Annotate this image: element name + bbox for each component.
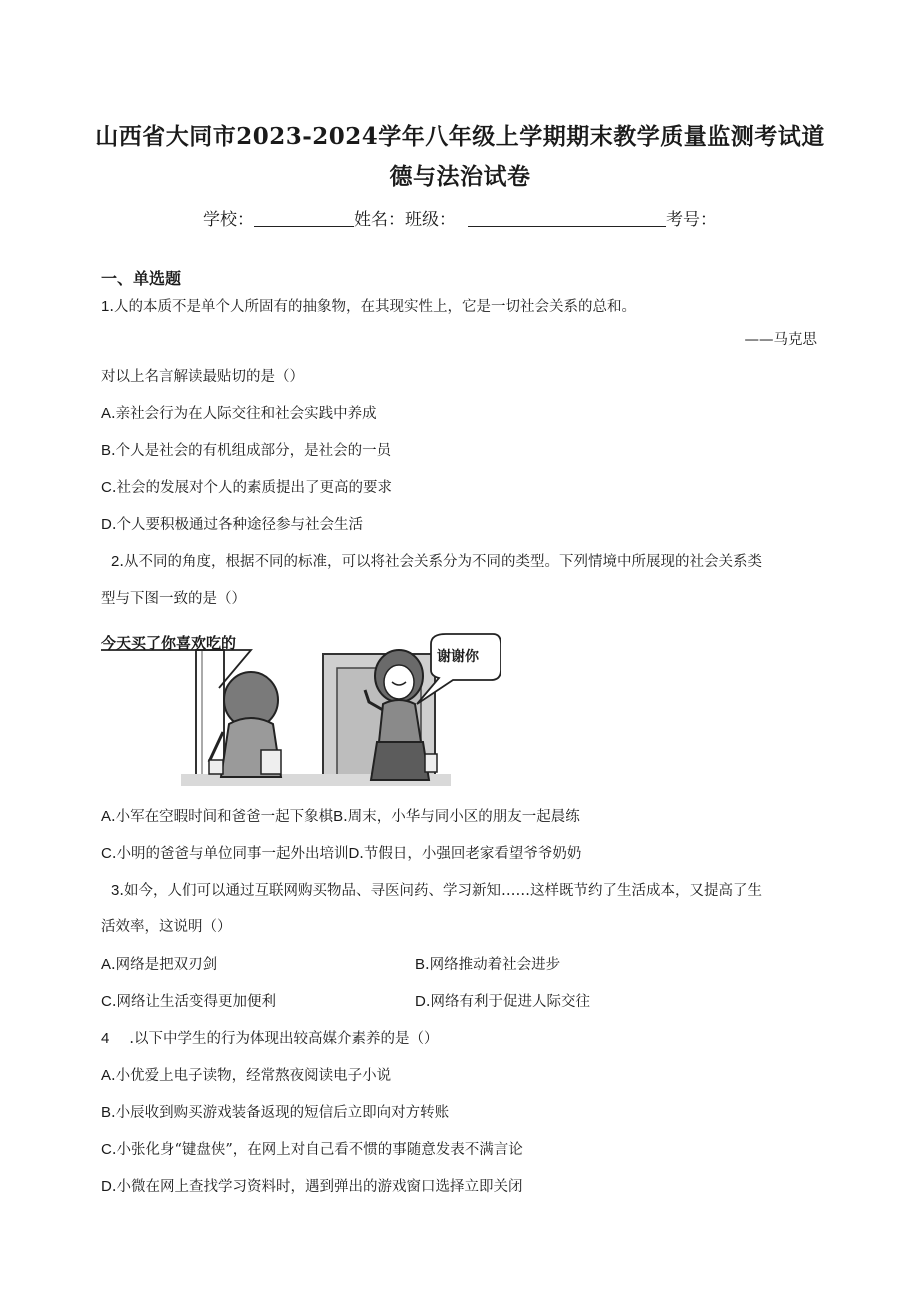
exam-title-line2: 德与法治试卷 bbox=[389, 163, 531, 190]
class-label: 班级： bbox=[405, 210, 456, 230]
option-d[interactable]: D.节假日，小强回老家看望爷爷奶奶 bbox=[348, 845, 582, 862]
option-a[interactable]: A.亲社会行为在人际交往和社会实践中养成 bbox=[101, 405, 377, 422]
speech-bubble-right-text: 谢谢你 bbox=[437, 649, 479, 665]
question-3-stem-line2: 活效率，这说明（） bbox=[101, 919, 232, 935]
question-2-stem-line2: 型与下图一致的是（） bbox=[101, 591, 246, 607]
name-label: 姓名： bbox=[354, 210, 405, 230]
exam-title-line1: 山西省大同市2023-2024学年八年级上学期期末教学质量监测考试道 bbox=[95, 123, 825, 150]
option-a[interactable]: A.小军在空暇时间和爸爸一起下象棋 bbox=[101, 808, 334, 825]
question-2-options-row2 bbox=[101, 842, 581, 863]
question-number: 1 bbox=[101, 298, 110, 315]
question-number: 3 bbox=[111, 882, 120, 899]
school-label: 学校： bbox=[203, 210, 254, 230]
quote-attribution: ——马克思 bbox=[744, 332, 817, 348]
option-b[interactable]: B.小辰收到购买游戏装备返现的短信后立即向对方转账 bbox=[101, 1104, 450, 1121]
question-number: 2 bbox=[111, 553, 120, 570]
option-b[interactable]: B.周末，小华与同小区的朋友一起晨练 bbox=[333, 808, 580, 825]
option-c[interactable]: C.小张化身“键盘侠”，在网上对自己看不惯的事随意发表不满言论 bbox=[101, 1141, 523, 1158]
option-b[interactable]: B.个人是社会的有机组成部分，是社会的一员 bbox=[101, 442, 392, 459]
option-c[interactable]: C.小明的爸爸与单位同事一起外出培训 bbox=[101, 845, 349, 862]
number-label: 考号： bbox=[666, 210, 717, 230]
option-a[interactable]: A.网络是把双刃剑 bbox=[101, 956, 218, 973]
option-d[interactable]: D.网络有利于促进人际交往 bbox=[415, 993, 590, 1010]
question-1-stem: 1.人的本质不是单个人所固有的抽象物，在其现实性上，它是一切社会关系的总和。 bbox=[101, 298, 636, 315]
option-c[interactable]: C.社会的发展对个人的素质提出了更高的要求 bbox=[101, 479, 392, 496]
question-2-options-row1 bbox=[101, 805, 580, 826]
option-a[interactable]: A.小优爱上电子读物，经常熬夜阅读电子小说 bbox=[101, 1067, 392, 1084]
class-blank[interactable] bbox=[468, 208, 666, 227]
student-info-line bbox=[0, 205, 920, 230]
question-2-stem-line1: 2.从不同的角度，根据不同的标准，可以将社会关系分为不同的类型。下列情境中所展现的社会关系类 bbox=[111, 553, 762, 570]
question-1-prompt: 对以上名言解读最贴切的是（） bbox=[101, 369, 304, 385]
option-b[interactable]: B.网络推动着社会进步 bbox=[415, 956, 561, 973]
question-3-stem-line1: 3.如今，人们可以通过互联网购买物品、寻医问药、学习新知……这样既节约了生活成本，又提高了生 bbox=[111, 882, 762, 899]
question-number: 4 bbox=[101, 1030, 110, 1047]
question-4-stem: 4 .以下中学生的行为体现出较高媒介素养的是（） bbox=[101, 1030, 439, 1047]
speech-bubble-left-text: 今天买了你喜欢吃的 bbox=[101, 634, 237, 652]
option-d[interactable]: D.个人要积极通过各种途径参与社会生活 bbox=[101, 516, 363, 533]
option-d[interactable]: D.小微在网上查找学习资料时，遇到弹出的游戏窗口选择立即关闭 bbox=[101, 1178, 523, 1195]
school-blank[interactable] bbox=[254, 208, 354, 227]
cartoon-figure bbox=[101, 632, 501, 792]
option-c[interactable]: C.网络让生活变得更加便利 bbox=[101, 993, 276, 1010]
section-title: 一、单选题 bbox=[101, 269, 182, 288]
